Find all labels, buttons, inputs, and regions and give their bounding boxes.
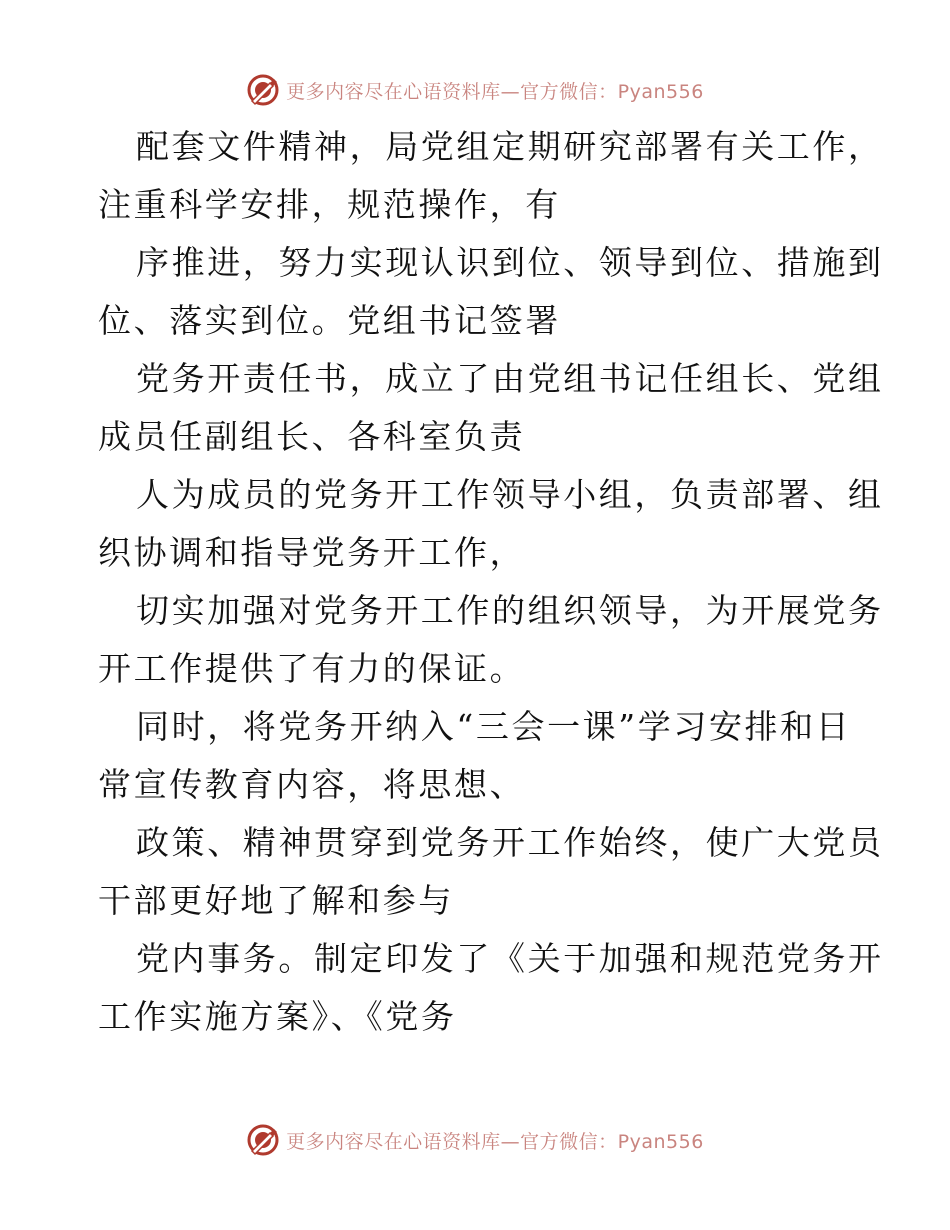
paragraph (98, 466, 884, 582)
paragraph-line: 常宣传教育内容，将思想、 (98, 765, 526, 804)
paragraph-line: 配套文件精神，局党组定期研究部署有关工作， (136, 127, 884, 166)
paragraph-line: 织协调和指导党务开工作， (98, 533, 526, 572)
paragraph (98, 350, 884, 466)
paragraph (98, 118, 884, 234)
paragraph-line: 同时，将党务开纳入“三会一课”学习安排和日 (136, 707, 852, 746)
paragraph-line: 成员任副组长、各科室负责 (98, 417, 526, 456)
pen-seal-icon (246, 1123, 280, 1157)
paragraph-line: 位、落实到位。党组书记签署 (98, 301, 561, 340)
paragraph-line: 切实加强对党务开工作的组织领导，为开展党务 (136, 591, 884, 630)
header-banner-text: 更多内容尽在心语资料库—官方微信：Pyan556 (286, 80, 704, 103)
paragraph-line: 政策、精神贯穿到党务开工作始终，使广大党员 (136, 823, 884, 862)
footer-banner-text: 更多内容尽在心语资料库—官方微信：Pyan556 (286, 1130, 704, 1153)
paragraph-line: 序推进，努力实现认识到位、领导到位、措施到 (136, 243, 884, 282)
paragraph-line: 人为成员的党务开工作领导小组，负责部署、组 (136, 475, 884, 514)
paragraph (98, 698, 858, 814)
pen-seal-icon (246, 73, 280, 107)
document-body (98, 118, 884, 1046)
paragraph (98, 930, 884, 1046)
paragraph-line: 干部更好地了解和参与 (98, 881, 454, 920)
paragraph (98, 234, 884, 350)
paragraph (98, 582, 884, 698)
paragraph-line: 注重科学安排，规范操作，有 (98, 185, 561, 224)
paragraph-line: 党内事务。制定印发了《关于加强和规范党务开 (136, 939, 884, 978)
paragraph (98, 814, 884, 930)
paragraph-line: 开工作提供了有力的保证。 (98, 649, 526, 688)
paragraph-line: 工作实施方案》、《党务 (98, 997, 457, 1036)
header-banner (0, 70, 950, 110)
paragraph-line: 党务开责任书，成立了由党组书记任组长、党组 (136, 359, 884, 398)
footer-banner (0, 1120, 950, 1160)
